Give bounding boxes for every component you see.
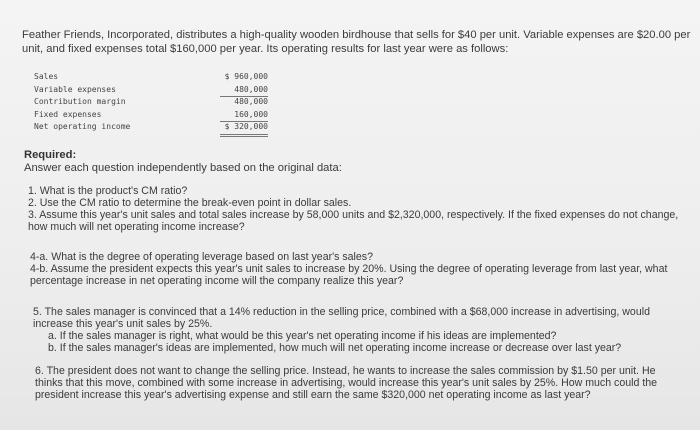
income-row-sales — [34, 71, 274, 84]
income-row-label: Net operating income — [34, 122, 131, 131]
question-4a: 4-a. What is the degree of operating leverage based on last year's sales? — [30, 251, 373, 263]
question-5a: a. If the sales manager is right, what would be this year's net operating income if his ideas are implemented? — [48, 330, 557, 342]
income-row-fixed-expenses — [34, 109, 274, 122]
question-1: 1. What is the product's CM ratio? — [28, 185, 188, 197]
question-3: 3. Assume this year's unit sales and total sales increase by 58,000 units and $2,320,000, respectively. If the fixed expenses do not change, how much will net operating income increase? — [28, 209, 679, 233]
question-5b: b. If the sales manager's ideas are implemented, how much will net operating income increase or decrease over last year? — [48, 342, 622, 354]
question-5: 5. The sales manager is convinced that a 14% reduction in the selling price, combined with a $68,000 increase in advertising, would increase this year's unit sales by 25%. — [33, 306, 650, 330]
income-row-label: Contribution margin — [34, 97, 126, 106]
income-row-contribution-margin — [34, 96, 274, 109]
income-row-net-operating-income — [34, 121, 274, 134]
income-row-label: Sales — [34, 72, 59, 81]
question-6: 6. The president does not want to change the selling price. Instead, he wants to increase the sales commission by $1.50 per unit. He thinks that this move, combined with some increase in advertising, would increase this year's unit sales by 25%. How much could the president increase this year's advertising expense and still earn the same $320,000 net operating income as last year? — [35, 365, 658, 401]
income-row-value: 480,000 — [220, 84, 268, 98]
required-subheading: Answer each question independently based on the original data: — [24, 162, 342, 174]
required-heading: Required: — [24, 149, 77, 161]
question-2: 2. Use the CM ratio to determine the break-even point in dollar sales. — [28, 197, 352, 209]
income-row-label: Variable expenses — [34, 84, 116, 94]
income-row-value: 160,000 — [220, 109, 268, 123]
income-row-variable-expenses — [34, 84, 274, 97]
question-4b: 4-b. Assume the president expects this year's unit sales to increase by 20%. Using the degree of operating leverage from last year, what percentage increase in net operating income will the company realize this year? — [30, 263, 668, 287]
income-statement — [34, 71, 274, 134]
income-row-label: Fixed expenses — [34, 109, 102, 119]
income-row-value: 480,000 — [234, 97, 268, 106]
income-row-value: $ 320,000 — [220, 121, 268, 137]
problem-intro: Feather Friends, Incorporated, distributes a high-quality wooden birdhouse that sells for $40 per unit. Variable expenses are $20.00 per unit, and fixed expenses total $160,000 per year. Its operating results for last year were as follows: — [22, 29, 691, 55]
income-row-value: $ 960,000 — [224, 72, 268, 81]
